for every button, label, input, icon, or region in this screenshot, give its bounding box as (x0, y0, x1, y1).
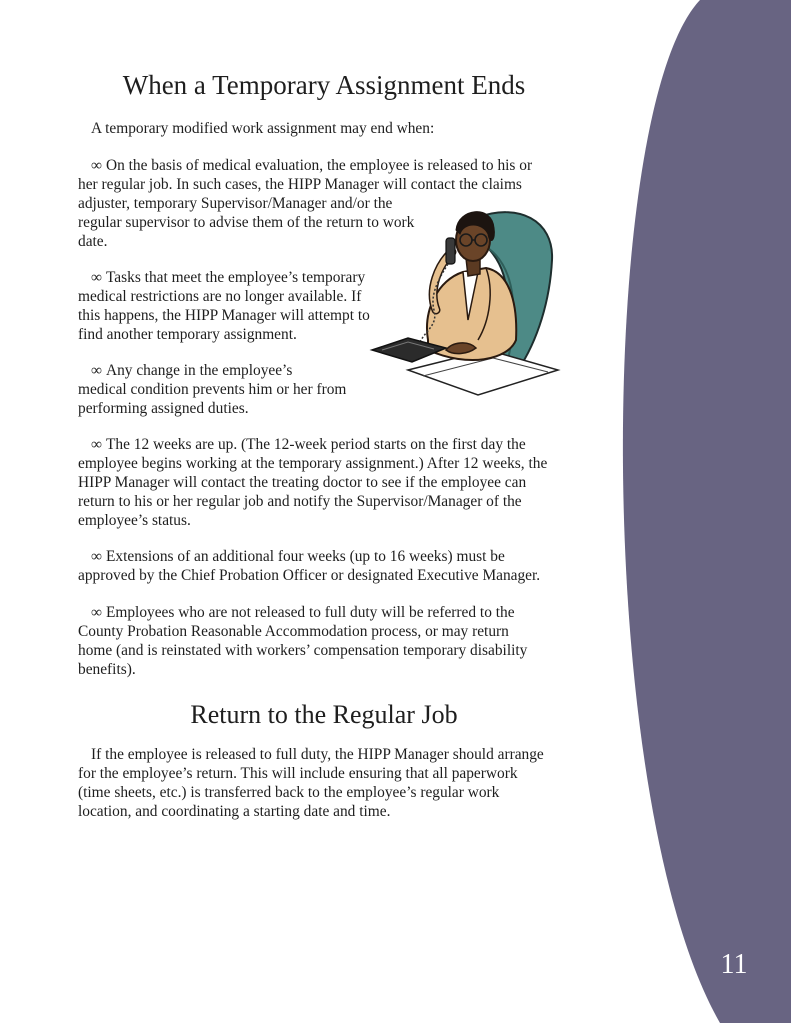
intro-text: A temporary modified work assignment may end when: (91, 120, 435, 137)
heading-temporary-assignment-ends: When a Temporary Assignment Ends (122, 70, 526, 100)
bullet-icon: ∞ (91, 604, 102, 621)
list-item: ∞ Extensions of an additional four weeks (up to 16 weeks) must be approved by the Chief Probation Officer or designated Executive Manager. (78, 548, 541, 584)
list-item: ∞ Tasks that meet the employee’s temporary medical restrictions are no longer available. If this happens, the HIPP Manager will attempt to find another temporary assignment. (78, 269, 370, 343)
woman-on-phone-illustration (368, 200, 562, 396)
list-item: ∞ On the basis of medical evaluation, the employee is released to his or her regular job. In such cases, the HIPP Manager will contact the claims adjuster, temporary Supervisor/Manager and/or the regular supervisor to advise them of the return to work date. (78, 157, 533, 250)
bullet-icon: ∞ (91, 436, 102, 453)
bullet-icon: ∞ (91, 548, 102, 565)
page-number: 11 (720, 949, 748, 980)
list-item: ∞ Employees who are not released to full duty will be referred to the County Probation Reasonable Accommodation process, or may return home (and is reinstated with workers’ compensation temporary disability benefits). (78, 604, 528, 678)
bullet-icon: ∞ (91, 269, 102, 286)
list-item: ∞ The 12 weeks are up. (The 12-week period starts on the first day the employee begins working at the temporary assignment.) After 12 weeks, the HIPP Manager will contact the treating doctor to see if the employee can return to his or her regular job and notify the Supervisor/Manager of the employee’s status. (78, 436, 548, 529)
list-item: ∞ Any change in the employee’s medical condition prevents him or her from performing assigned duties. (78, 362, 347, 417)
bullet-icon: ∞ (91, 157, 102, 174)
closing-paragraph: If the employee is released to full duty, the HIPP Manager should arrange for the employee’s return. This will include ensuring that all paperwork (time sheets, etc.) is transferred back to the employee’s regular work location, and coordinating a starting date and time. (78, 746, 544, 820)
bullet-icon: ∞ (91, 362, 102, 379)
heading-return-to-regular-job: Return to the Regular Job (190, 700, 458, 729)
